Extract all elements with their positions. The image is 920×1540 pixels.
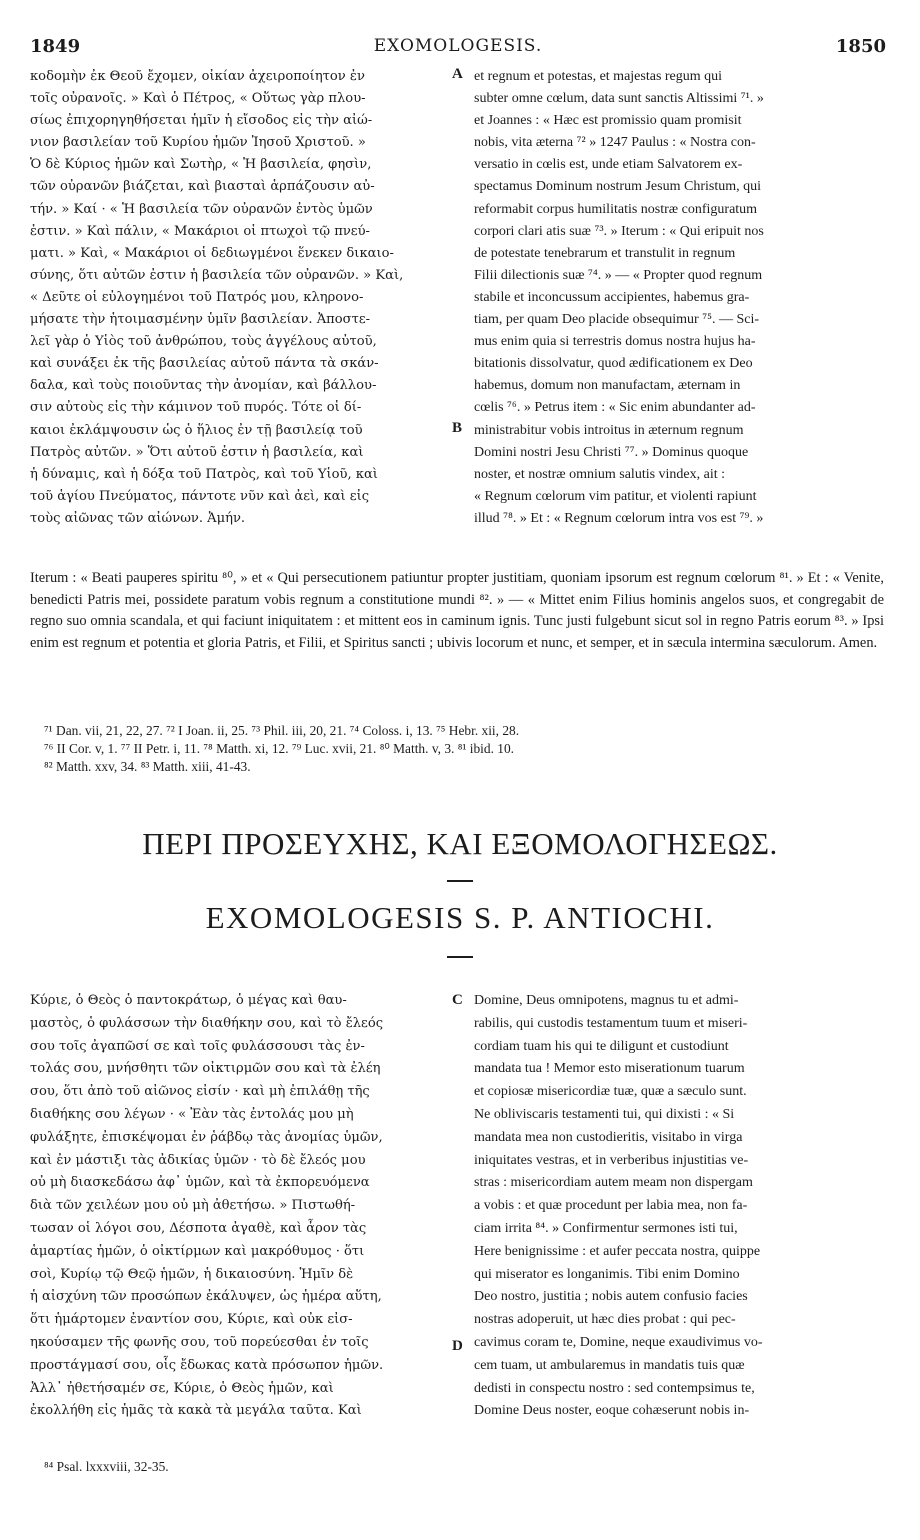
latin-text-line: dedisti in conspectu nostro : sed contempsimus te, — [474, 1380, 755, 1396]
greek-text-line: τήν. » Καί · « Ἡ βασιλεία τῶν οὐρανῶν ἐντὸς ὑμῶν — [30, 201, 373, 217]
latin-column-top — [474, 66, 886, 530]
latin-text-line: Filii dilectionis suæ ⁷⁴. » — « Propter quod regnum — [474, 267, 763, 283]
greek-text-line: ηκούσαμεν τῆς φωνῆς σου, τοῦ πορεύεσθαι ἐν τοῖς — [30, 1334, 369, 1350]
greek-text-line: νιον βασιλείαν τοῦ Κυρίου ἡμῶν Ἰησοῦ Χριστοῦ. » — [30, 135, 366, 151]
greek-text-line: τωσαν οἱ λόγοι σου, Δέσποτα ἀγαθὲ, καὶ ἆρον τὰς — [30, 1220, 367, 1236]
greek-text-line: σιν αὐτοὺς εἰς τὴν κάμινον τοῦ πυρός. Τότε οἱ δί- — [30, 400, 362, 416]
greek-text-line: σίως ἐπιχορηγηθήσεται ἡμῖν ἡ εἴσοδος εἰς τὴν αἰώ- — [30, 113, 373, 129]
latin-text-line: et Joannes : « Hæc est promissio quam promisit — [474, 113, 742, 129]
latin-column-bottom — [474, 990, 886, 1423]
greek-column-top — [30, 66, 463, 530]
greek-text-line: καὶ ἐν μάστιξι τὰς ἀδικίας ὑμῶν · τὸ δὲ ἔλεός μου — [30, 1152, 366, 1168]
margin-marker-d: D — [452, 1338, 463, 1354]
greek-text-line: ματι. » Καὶ, « Μακάριοι οἱ δεδιωγμένοι ἕνεκεν δικαιο- — [30, 245, 394, 261]
greek-text-line: τῶν οὐρανῶν βιάζεται, καὶ βιασταὶ ἁρπάζουσιν αὐ- — [30, 179, 375, 195]
latin-text-line: stabile et inconcussum accipientes, habemus gra- — [474, 289, 750, 305]
latin-text-line: nostras adoperuit, ut hæc dies probat : qui pec- — [474, 1312, 736, 1328]
greek-column-bottom — [30, 990, 460, 1423]
footnote-bottom: ⁸⁴ Psal. lxxxviii, 32-35. — [44, 1459, 169, 1474]
greek-text-line: Πατρὸς αὐτῶν. » Ὅτι αὐτοῦ ἐστιν ἡ βασιλεία, καὶ — [30, 444, 364, 460]
margin-marker-a: A — [452, 66, 463, 82]
greek-text-line: καιοι ἐκλάμψουσιν ὡς ὁ ἥλιος ἐν τῇ βασιλείᾳ τοῦ — [30, 422, 363, 438]
latin-text-line: de potestate tenebrarum et transtulit in regnum — [474, 245, 736, 261]
greek-text-line: κοδομὴν ἐκ Θεοῦ ἔχομεν, οἰκίαν ἀχειροποίητον ἐν — [30, 69, 365, 84]
latin-text-line: mandata tua ! Memor esto miserationum tuarum — [474, 1061, 745, 1077]
latin-text-line: versatio in cœlis est, unde etiam Salvatorem ex- — [474, 157, 743, 173]
footnote-line: ⁷¹ Dan. vii, 21, 22, 27. ⁷² I Joan. ii, 25. ⁷³ Phil. iii, 20, 21. ⁷⁴ Coloss. i, 13. ⁷⁵ Hebr. xii, 28. — [44, 723, 520, 738]
running-title: EXOMOLOGESIS. — [373, 36, 543, 56]
latin-text-line: Domine, Deus omnipotens, magnus tu et admi- — [474, 993, 739, 1008]
greek-text-line: μαστὸς, ὁ φυλάσσων τὴν διαθήκην σου, καὶ τὸ ἔλεός — [30, 1015, 384, 1031]
greek-text-line: τοὺς αἰῶνας τῶν αἰώνων. Ἀμήν. — [30, 510, 246, 526]
full-width-paragraph: Iterum : « Beati pauperes spiritu ⁸⁰, » et « Qui persecutionem patiuntur propter justitiam, quoniam ipsorum est regnum cœlorum ⁸¹. » Et : « Venite, benedicti Patris mei, possidete paratum vobis regnum a constitutione mundi ⁸². » — « Mittet enim Filius hominis angelos suos, et congregabit de regno suo omnia scandala, et qui faciunt iniquitatem : et mittent eos in caminum ignis. Tunc justi fulgebunt sicut sol in regno Patris eorum ⁸³. » Ipsi enim est regnum et potentia et gloria Patris, et Filii, et Spiritus sancti ; ubivis locorum et nunc, et semper, et in sæcula intermina sæculorum. Amen. — [30, 570, 884, 651]
latin-text-line: rabilis, qui custodis testamentum tuum et miseri- — [474, 1015, 748, 1031]
latin-text-line: qui miserator es longanimis. Tibi enim Domino — [474, 1266, 740, 1282]
greek-text-line: Ὁ δὲ Κύριος ἡμῶν καὶ Σωτὴρ, « Ἡ βασιλεία, φησὶν, — [30, 157, 372, 173]
latin-text-line: ministrabitur vobis introitus in æternum regnum — [474, 422, 744, 438]
latin-text-line: Domine Deus noster, eoque cohæserunt nobis in- — [474, 1403, 750, 1419]
greek-text-line: δαλα, καὶ τοὺς ποιοῦντας τὴν ἀνομίαν, καὶ βάλλου- — [30, 378, 377, 394]
greek-text-line: λεῖ γὰρ ὁ Υἱὸς τοῦ ἀνθρώπου, τοὺς ἀγγέλους αὐτοῦ, — [30, 334, 377, 350]
greek-text-line: σοὶ, Κυρίῳ τῷ Θεῷ ἡμῶν, ἡ δικαιοσύνη. Ἡμῖν δὲ — [30, 1266, 354, 1282]
greek-text-line: καὶ συνάξει ἐκ τῆς βασιλείας αὐτοῦ πάντα τὰ σκάν- — [30, 356, 379, 372]
greek-text-line: διὰ τῶν χειλέων μου οὐ μὴ ἀθετήσω. » Πιστωθή- — [30, 1198, 356, 1214]
heading-rule — [447, 956, 473, 958]
greek-text-line: φυλάξητε, ἐπισκέψομαι ἐν ῥάβδῳ τὰς ἀνομίας ὑμῶν, — [30, 1129, 383, 1145]
greek-text-line: ἡ αἰσχύνη τῶν προσώπων ἐκάλυψεν, ὡς ἡμέρα αὕτη, — [30, 1289, 382, 1305]
latin-text-line: habemus, domum non manufactam, æternam in — [474, 378, 741, 394]
footnotes — [44, 722, 884, 777]
latin-text-line: ciam irrita ⁸⁴. » Confirmentur sermones isti tui, — [474, 1220, 738, 1236]
latin-text-line: cem tuam, ut ambularemus in mandatis tuis quæ — [474, 1357, 745, 1373]
greek-text-line: οὐ μὴ διασκεδάσω ἀφ᾽ ὑμῶν, καὶ τὰ ἐκπορευόμενα — [30, 1175, 370, 1191]
latin-text-line: nobis, vita æterna ⁷² » 1247 Paulus : « Nostra con- — [474, 135, 756, 151]
greek-text-line: τοῦ ἁγίου Πνεύματος, πάντοτε νῦν καὶ ἀεὶ, καὶ εἰς — [30, 488, 370, 504]
greek-text-line: σου, ὅτι ἀπὸ τοῦ αἰῶνος εἰσίν · καὶ μὴ ἐπιλάθῃ τῆς — [30, 1084, 370, 1100]
section-heading-latin: EXOMOLOGESIS S. P. ANTIOCHI. — [205, 900, 715, 935]
greek-text-line: Κύριε, ὁ Θεὸς ὁ παντοκράτωρ, ὁ μέγας καὶ θαυ- — [30, 993, 347, 1008]
latin-text-line: Ne obliviscaris testamenti tui, qui dixisti : « Si — [474, 1106, 735, 1122]
latin-text-line: mus enim quia si terrestris domus nostra hujus ha- — [474, 334, 756, 350]
latin-text-line: reformabit corpus humilitatis nostræ configuratum — [474, 201, 758, 217]
latin-text-line: illud ⁷⁸. » Et : « Regnum cœlorum intra vos est ⁷⁹. » — [474, 510, 764, 526]
latin-text-line: spectamus Dominum nostrum Jesum Christum, qui — [474, 179, 761, 195]
greek-text-line: τολάς σου, μνήσθητι τῶν οἰκτιρμῶν σου καὶ τὰ ἐλέη — [30, 1061, 381, 1077]
latin-text-line: cœlis ⁷⁶. » Petrus item : « Sic enim abundanter ad- — [474, 400, 756, 416]
latin-text-line: et regnum et potestas, et majestas regum qui — [474, 69, 723, 84]
latin-text-line: « Regnum cœlorum vim patitur, et violenti rapiunt — [474, 488, 757, 504]
latin-text-line: stras : misericordiam autem meam non dispergam — [474, 1175, 753, 1191]
latin-text-line: Domini nostri Jesu Christi ⁷⁷. » Dominus quoque — [474, 444, 749, 460]
greek-text-line: σου τοῖς ἀγαπῶσί σε καὶ τοῖς φυλάσσουσι τὰς ἐν- — [30, 1038, 365, 1054]
margin-marker-b: B — [452, 420, 463, 436]
section-heading-greek: ΠΕΡΙ ΠΡΟΣΕΥΧΗΣ, ΚΑΙ ΕΞΟΜΟΛΟΓΗΣΕΩΣ. — [142, 826, 778, 861]
greek-text-line: ἡ δύναμις, καὶ ἡ δόξα τοῦ Πατρὸς, καὶ τοῦ Υἱοῦ, καὶ — [30, 466, 378, 482]
latin-text-line: noster, et nostræ omnium salutis vindex, ait : — [474, 466, 726, 482]
latin-text-line: et copiosæ misericordiæ tuæ, quæ a sæculo sunt. — [474, 1084, 747, 1100]
greek-text-line: ἁμαρτίας ἡμῶν, ὁ οἰκτίρμων καὶ μακρόθυμος · ὅτι — [30, 1243, 365, 1259]
footnote-line: ⁸² Matth. xxv, 34. ⁸³ Matth. xiii, 41-43. — [44, 759, 251, 775]
latin-text-line: tiam, per quam Deo placide obsequimur ⁷⁵. — Sci- — [474, 312, 760, 328]
latin-text-line: Here benignissime : et aufer peccata nostra, quippe — [474, 1243, 761, 1259]
heading-rule — [447, 880, 473, 882]
latin-text-line: bitationis dissolvatur, quod ædificationem ex Deo — [474, 356, 753, 372]
margin-marker-c: C — [452, 992, 463, 1008]
footnote-line: ⁷⁶ II Cor. v, 1. ⁷⁷ II Petr. i, 11. ⁷⁸ Matth. xi, 12. ⁷⁹ Luc. xvii, 21. ⁸⁰ Matth. v, 3. ⁸¹ ibid. 10. — [44, 741, 515, 757]
latin-text-line: subter omne cœlum, data sunt sanctis Altissimi ⁷¹. » — [474, 91, 764, 107]
latin-text-line: a vobis : et quæ procedunt per labia mea, non fa- — [474, 1198, 748, 1214]
latin-text-line: cordiam tuam his qui te diligunt et custodiunt — [474, 1038, 729, 1054]
greek-text-line: διαθήκης σου λέγων · « Ἐὰν τὰς ἐντολάς μου μὴ — [30, 1106, 354, 1122]
greek-text-line: τοῖς οὐρανοῖς. » Καὶ ὁ Πέτρος, « Οὕτως γὰρ πλου- — [30, 91, 366, 107]
greek-text-line: Ἀλλ᾽ ἠθετήσαμέν σε, Κύριε, ὁ Θεὸς ἡμῶν, καὶ — [30, 1380, 334, 1396]
running-header — [30, 36, 886, 60]
greek-text-line: ἐστιν. » Καὶ πάλιν, « Μακάριοι οἱ πτωχοὶ τῷ πνεύ- — [30, 223, 370, 239]
greek-text-line: σύνης, ὅτι αὐτῶν ἐστιν ἡ βασιλεία τῶν οὐρανῶν. » Καὶ, — [30, 267, 404, 283]
latin-text-line: cavimus coram te, Domine, neque exaudivimus vo- — [474, 1334, 763, 1350]
greek-text-line: μήσατε τὴν ἡτοιμασμένην ὑμῖν βασιλείαν. Ἀποστε- — [30, 312, 371, 328]
greek-text-line: προστάγμασί σου, οἷς ἔδωκας κατὰ πρόσωπον ἡμῶν. — [30, 1357, 384, 1373]
latin-text-line: Deo nostro, justitia ; nobis autem confusio facies — [474, 1289, 748, 1305]
greek-text-line: ὅτι ἡμάρτομεν ἐναντίον σου, Κύριε, καὶ οὐκ εἰσ- — [30, 1312, 353, 1328]
latin-text-line: corpori clari atis suæ ⁷³. » Iterum : « Qui eripuit nos — [474, 223, 764, 239]
page-number-left: 1849 — [30, 36, 81, 57]
page-number-right: 1850 — [835, 36, 886, 57]
latin-text-line: iniquitates vestras, et in verberibus injustitias ve- — [474, 1152, 749, 1168]
latin-text-line: mandata mea non custodieritis, visitabo in virga — [474, 1129, 743, 1145]
greek-text-line: « Δεῦτε οἱ εὐλογημένοι τοῦ Πατρός μου, κληρονο- — [30, 289, 364, 305]
greek-text-line: ἐκολλήθη εἰς ἡμᾶς τὰ κακὰ τὰ μεγάλα ταῦτα. Καὶ — [30, 1403, 362, 1419]
